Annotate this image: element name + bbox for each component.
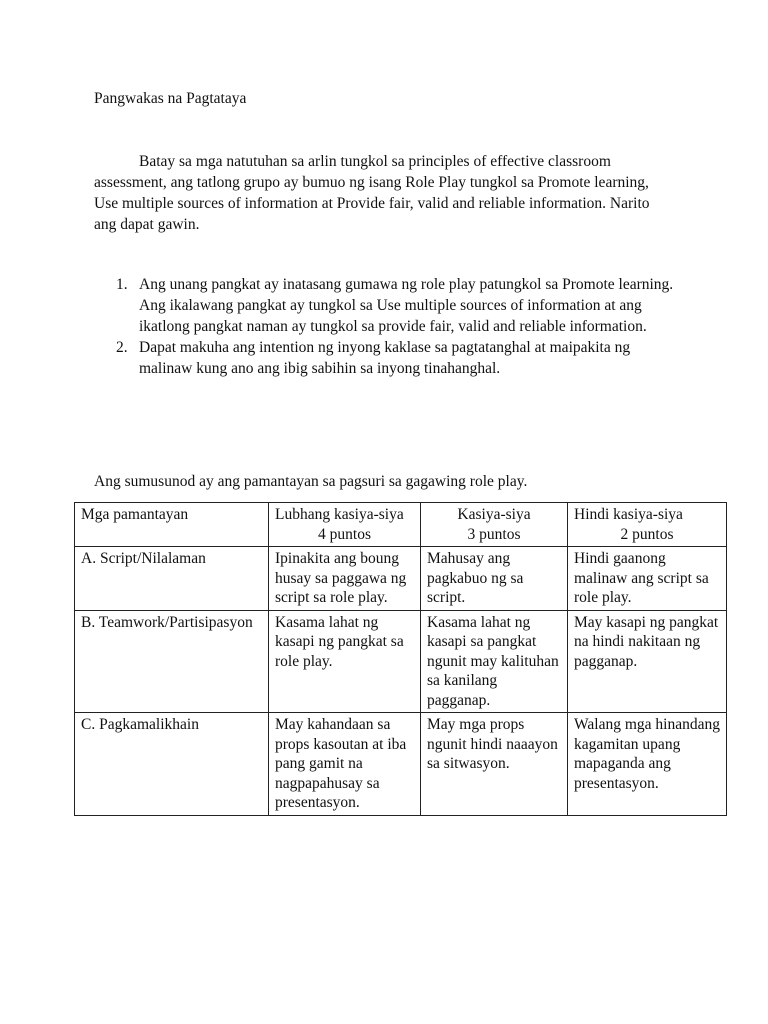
list-item: [94, 337, 674, 379]
level-2-cell: Walang mga hinandang kagamitan upang mapaganda ang presentasyon.: [568, 713, 727, 816]
level-2-cell: Hindi gaanong malinaw ang script sa role play.: [568, 547, 727, 611]
table-row: [75, 610, 727, 713]
rubric-intro: Ang sumusunod ay ang pamantayan sa pagsuri sa gagawing role play.: [94, 473, 528, 490]
rubric-table: [74, 502, 727, 816]
header-label: Mga pamantayan: [81, 506, 189, 523]
list-item-text: Dapat makuha ang intention ng inyong kaklase sa pagtatanghal at maipakita ng malinaw kung ano ang ibig sabihin sa inyong tinahanghal.: [139, 339, 631, 377]
header-level-2: [568, 503, 727, 547]
level-3-cell: Mahusay ang pagkabuo ng sa script.: [421, 547, 568, 611]
header-label: Kasiya-siya: [457, 506, 531, 523]
header-points: 2 puntos: [620, 525, 674, 543]
header-level-3: [421, 503, 568, 547]
table-row: [75, 547, 727, 611]
intro-paragraph: Batay sa mga natutuhan sa arlin tungkol sa principles of effective classroom assessment, ang tatlong grupo ay bumuo ng isang Role Play tungkol sa Promote learning, Use multiple sources of information at Provide fair, valid and reliable information. Narito ang dapat gawin.: [94, 153, 650, 233]
header-level-4: [269, 503, 421, 547]
header-label: Hindi kasiya-siya: [574, 506, 683, 523]
list-item-text: Ang unang pangkat ay inatasang gumawa ng role play patungkol sa Promote learning. Ang ikalawang pangkat ay tungkol sa Use multiple sources of information at ang ikatlong pangkat naman ay tungkol sa provide fair, valid and reliable information.: [139, 276, 674, 335]
level-4-cell: May kahandaan sa props kasoutan at iba pang gamit na nagpapahusay sa presentasyon.: [269, 713, 421, 816]
list-number: 2.: [116, 339, 128, 356]
header-points: 3 puntos: [467, 525, 521, 543]
header-label: Lubhang kasiya-siya: [275, 506, 404, 523]
table-row: [75, 713, 727, 816]
criterion-cell: A. Script/Nilalaman: [75, 547, 269, 611]
criterion-cell: B. Teamwork/Partisipasyon: [75, 610, 269, 713]
level-4-cell: Kasama lahat ng kasapi ng pangkat sa role play.: [269, 610, 421, 713]
level-3-cell: Kasama lahat ng kasapi sa pangkat ngunit may kalituhan sa kanilang pagganap.: [421, 610, 568, 713]
criterion-cell: C. Pagkamalikhain: [75, 713, 269, 816]
level-3-cell: May mga props ngunit hindi naaayon sa sitwasyon.: [421, 713, 568, 816]
header-points: 4 puntos: [318, 525, 371, 543]
table-header-row: [75, 503, 727, 547]
list-number: 1.: [116, 276, 128, 293]
task-list: [94, 274, 674, 379]
level-2-cell: May kasapi ng pangkat na hindi nakitaan ng pagganap.: [568, 610, 727, 713]
level-4-cell: Ipinakita ang boung husay sa paggawa ng script sa role play.: [269, 547, 421, 611]
page-title: Pangwakas na Pagtataya: [94, 90, 247, 107]
header-criteria: [75, 503, 269, 547]
list-item: [94, 274, 674, 337]
